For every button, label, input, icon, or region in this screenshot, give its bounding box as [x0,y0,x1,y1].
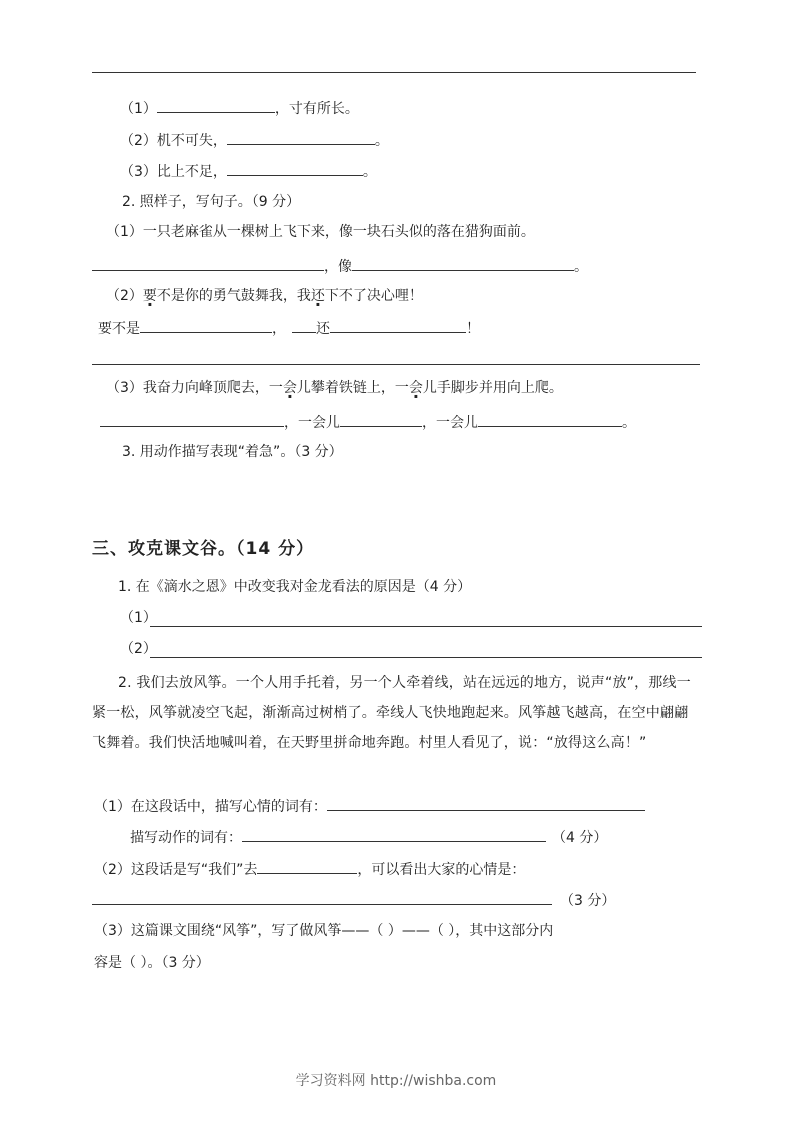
answer-line[interactable] [92,364,700,365]
question-2-title: 2. 照样子，写句子。（9 分） [122,194,301,210]
question-2-3-prompt: （3）我奋力向峰顶爬去，一会儿攀着铁链上，一会儿手脚步并用向上爬。 [106,380,563,396]
answer-blank[interactable] [478,412,622,427]
answer-line[interactable] [150,657,702,658]
answer-blank[interactable] [157,98,275,113]
question-2-1-answer: ，像 。 [92,256,588,277]
answer-line[interactable] [150,626,702,627]
answer-blank[interactable] [340,412,422,427]
fill-item-1: （1） ，寸有所长。 [120,98,359,119]
sec3-q2-3-b: 容是（ ）。（3 分） [94,955,210,971]
question-3-prompt: 3. 用动作描写表现“着急”。（3 分） [122,444,343,460]
sec3-q1-answer-2: （2） [120,641,157,657]
fill-item-2: （2）机不可失， 。 [120,130,389,151]
answer-blank[interactable] [242,827,546,842]
sec3-q1-answer-1: （1） [120,610,157,626]
sec3-q2-3: （3）这篇课文围绕“风筝”，写了做风筝——（ ）——（ ），其中这部分内 [94,923,554,939]
question-2-1-prompt: （1）一只老麻雀从一棵树上飞下来，像一块石头似的落在猎狗面前。 [106,224,535,240]
footer-watermark: 学习资料网 http://wishba.com [295,1073,497,1089]
answer-blank[interactable] [292,318,316,333]
answer-blank[interactable] [257,859,357,874]
answer-blank[interactable] [330,318,466,333]
answer-blank[interactable] [140,318,272,333]
answer-blank[interactable] [92,256,324,271]
reading-passage: 2. 我们去放风筝。一个人用手托着，另一个人牵着线，站在远远的地方，说声“放”，那线一紧一松，风筝就凌空飞起，渐渐高过树梢了。牵线人飞快地跑起来。风筝越飞越高，在空中翩翩飞舞着。我们快活地喊叫着，在天野里拼命地奔跑。村里人看见了，说：“放得这么高！” [92,675,691,751]
section-3-heading: 三、攻克课文谷。（14 分） [92,539,315,559]
sec3-q2-2: （2）这段话是写“我们”去 ，可以看出大家的心情是： [94,859,525,880]
sec3-question-1: 1. 在《滴水之恩》中改变我对金龙看法的原因是（4 分） [118,579,472,595]
answer-blank[interactable] [327,796,645,811]
answer-blank[interactable] [227,130,375,145]
question-2-2-prompt: （2）要不是你的勇气鼓舞我，我还下不了决心哩！ [106,288,423,304]
question-2-2-answer: 要不是 ， 还 ！ [98,318,480,339]
sec3-q2-1: （1）在这段话中，描写心情的词有： [94,796,645,817]
top-divider [92,72,696,73]
sec3-q2-2-answer: （3 分） [92,890,615,911]
answer-blank[interactable] [227,161,363,176]
answer-blank[interactable] [92,890,552,905]
question-2-3-answer: ，一会儿 ，一会儿 。 [100,412,636,433]
fill-item-3: （3）比上不足， 。 [120,161,377,182]
answer-blank[interactable] [352,256,574,271]
answer-blank[interactable] [100,412,284,427]
sec3-q2-1-b: 描写动作的词有： （4 分） [130,827,607,848]
